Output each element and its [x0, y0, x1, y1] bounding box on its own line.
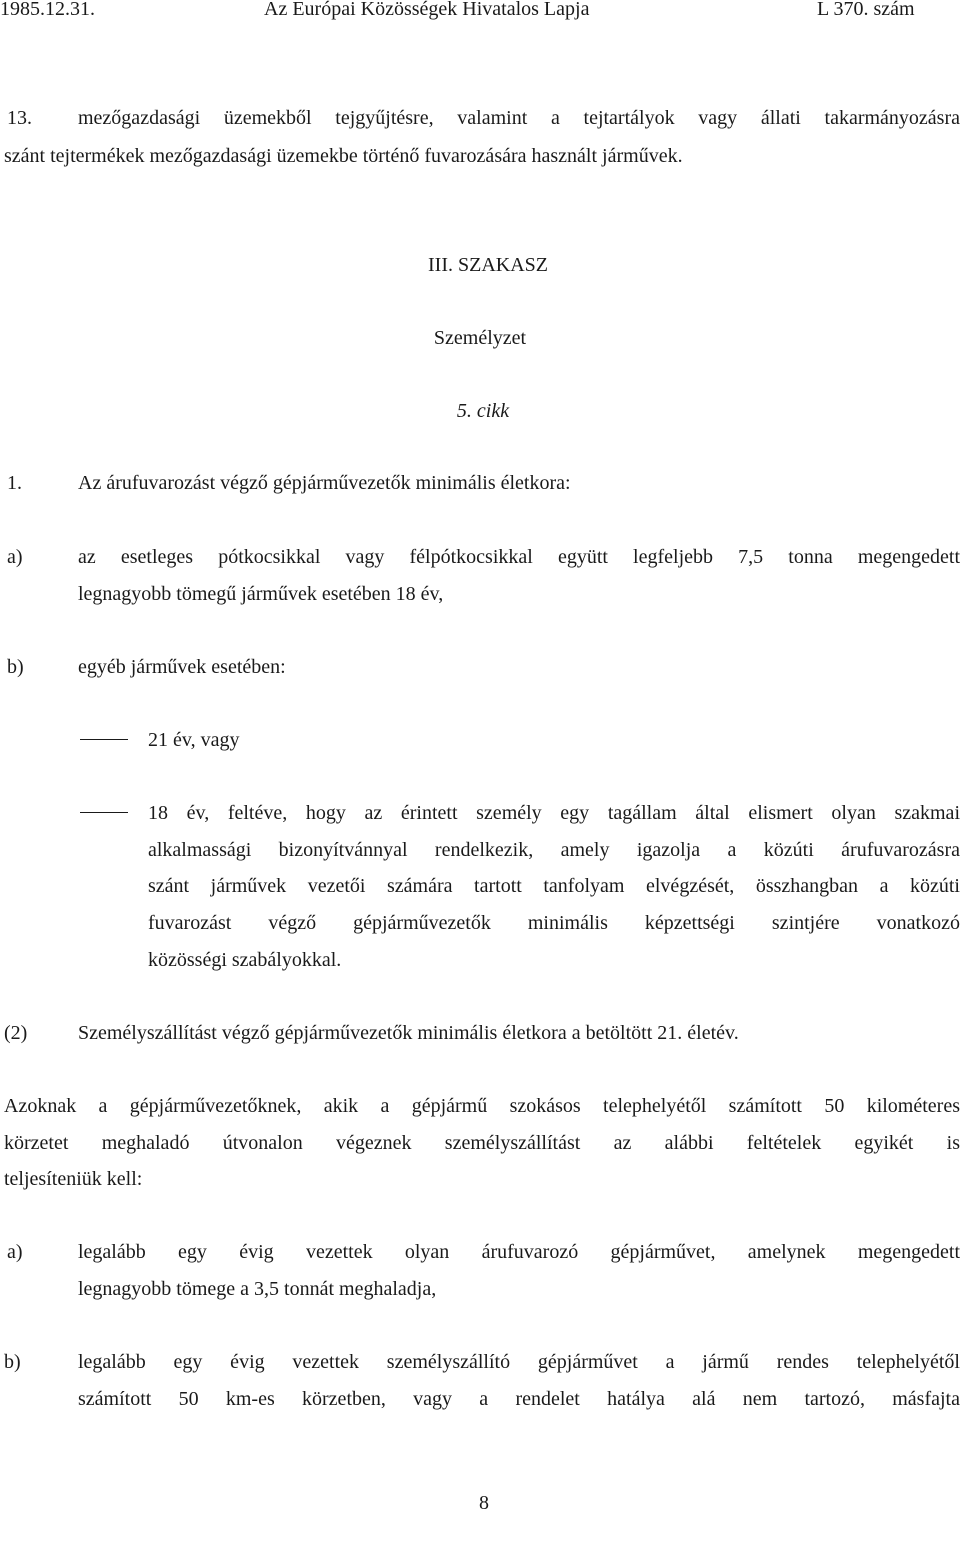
page-number: 8	[479, 1492, 489, 1514]
dash-bullet	[80, 812, 128, 813]
point-text-line: legalább egy évig vezettek személyszállító gépjárművet a jármű rendes telephelyétől	[78, 1351, 960, 1373]
paragraph-text: Az árufuvarozást végző gépjárművezetők minimális életkora:	[78, 472, 571, 494]
paragraph-text: Személyszállítást végző gépjárművezetők minimális életkora a betöltött 21. életév.	[78, 1022, 739, 1044]
section-title: Személyzet	[433, 327, 527, 349]
dash-item-text: 21 év, vagy	[148, 729, 240, 751]
point-label: b)	[4, 1351, 21, 1373]
section-heading: III. SZAKASZ	[428, 254, 548, 276]
point-text: egyéb járművek esetében:	[78, 656, 286, 678]
point-text-line: legalább egy évig vezettek olyan árufuvarozó gépjárművet, amelynek megengedett	[78, 1241, 960, 1263]
point-text-line: legnagyobb tömege a 3,5 tonnát meghaladja,	[78, 1278, 437, 1300]
point-text-line: legnagyobb tömegű járművek esetében 18 év,	[78, 583, 444, 605]
point-label: a)	[7, 546, 23, 568]
item-number: 13.	[7, 107, 32, 129]
header-date: 1985.12.31.	[0, 0, 95, 20]
paragraph-text-line: Azoknak a gépjárművezetőknek, akik a gépjármű szokásos telephelyétől számított 50 kilométeres	[4, 1095, 960, 1117]
paragraph-number: (2)	[4, 1022, 28, 1044]
paragraph-text-line: körzetet meghaladó útvonalon végeznek személyszállítást az alábbi feltételek egyikét is	[4, 1132, 960, 1154]
dash-item-text-line: fuvarozást végző gépjárművezetők minimális képzettségi szintjére vonatkozó	[148, 912, 960, 934]
dash-item-text-line: közösségi szabályokkal.	[148, 949, 342, 971]
dash-bullet	[80, 739, 128, 740]
dash-item-text-line: alkalmassági bizonyítvánnyal rendelkezik, amely igazolja a közúti árufuvarozásra	[148, 839, 960, 861]
header-journal-title: Az Európai Közösségek Hivatalos Lapja	[264, 0, 590, 20]
point-label: a)	[7, 1241, 23, 1263]
dash-item-text-line: 18 év, feltéve, hogy az érintett személy egy tagállam által elismert olyan szakmai	[148, 802, 960, 824]
paragraph-text-line: teljesíteniük kell:	[4, 1168, 143, 1190]
point-label: b)	[7, 656, 24, 678]
paragraph-number: 1.	[7, 472, 22, 494]
dash-item-text-line: szánt járművek vezetői számára tartott tanfolyam elvégzését, összhangban a közúti	[148, 875, 960, 897]
header-issue-number: L 370. szám	[817, 0, 915, 20]
point-text-line: az esetleges pótkocsikkal vagy félpótkocsikkal együtt legfeljebb 7,5 tonna megengedett	[78, 546, 960, 568]
article-title: 5. cikk	[456, 400, 510, 422]
point-text-line: számított 50 km-es körzetben, vagy a rendelet hatálya alá nem tartozó, másfajta	[78, 1388, 960, 1410]
item-text-line: mezőgazdasági üzemekből tejgyűjtésre, valamint a tejtartályok vagy állati takarmányozásra	[78, 107, 960, 129]
item-text-line: szánt tejtermékek mezőgazdasági üzemekbe történő fuvarozására használt járművek.	[4, 145, 683, 167]
